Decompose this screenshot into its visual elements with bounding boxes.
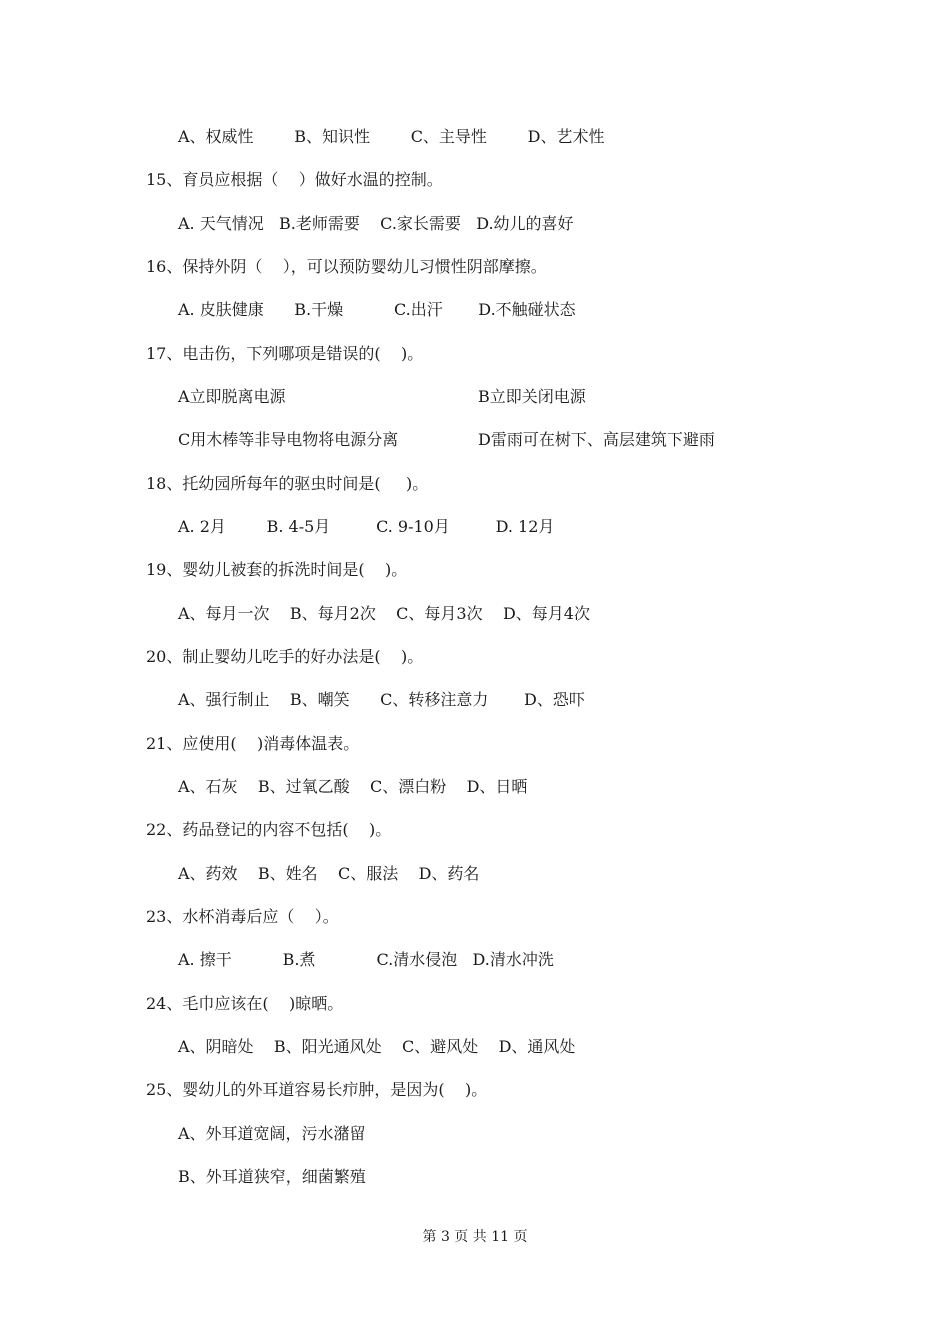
q16-options: A. 皮肤健康 B.干燥 C.出汗 D.不触碰状态 — [178, 300, 576, 319]
question-16: 16、保持外阴（ ），可以预防婴幼儿习惯性阴部摩擦。 — [146, 257, 547, 276]
q14-options: A、权威性 B、知识性 C、主导性 D、艺术性 — [178, 127, 605, 146]
q18-options: A. 2月 B. 4-5月 C. 9-10月 D. 12月 — [178, 517, 555, 536]
question-22: 22、药品登记的内容不包括( )。 — [146, 820, 392, 839]
q25-option-a: A、外耳道宽阔，污水潴留 — [178, 1124, 366, 1143]
q17-option-d: D雷雨可在树下、高层建筑下避雨 — [478, 430, 715, 449]
q15-options: A. 天气情况 B.老师需要 C.家长需要 D.幼儿的喜好 — [178, 214, 574, 233]
q17-option-b: B立即关闭电源 — [478, 387, 586, 406]
q19-options: A、每月一次 B、每月2次 C、每月3次 D、每月4次 — [178, 604, 590, 623]
question-18: 18、托幼园所每年的驱虫时间是( )。 — [146, 474, 429, 493]
question-21: 21、应使用( )消毒体温表。 — [146, 734, 360, 753]
page-footer: 第 3 页 共 11 页 — [422, 1229, 528, 1245]
q21-options: A、石灰 B、过氧乙酸 C、漂白粉 D、日晒 — [178, 777, 528, 796]
question-23: 23、水杯消毒后应（ ）。 — [146, 907, 339, 926]
question-25: 25、婴幼儿的外耳道容易长疖肿，是因为( )。 — [146, 1080, 488, 1099]
question-15: 15、育员应根据（ ）做好水温的控制。 — [146, 170, 443, 189]
q17-option-a: A立即脱离电源 — [178, 387, 286, 406]
q20-options: A、强行制止 B、嘲笑 C、转移注意力 D、恐吓 — [178, 690, 585, 709]
question-19: 19、婴幼儿被套的拆洗时间是( )。 — [146, 560, 408, 579]
q22-options: A、药效 B、姓名 C、服法 D、药名 — [178, 864, 480, 883]
q17-option-c: C用木棒等非导电物将电源分离 — [178, 430, 399, 449]
question-17: 17、电击伤，下列哪项是错误的( )。 — [146, 344, 424, 363]
q23-options: A. 擦干 B.煮 C.清水侵泡 D.清水冲洗 — [178, 950, 554, 969]
question-24: 24、毛巾应该在( )晾晒。 — [146, 994, 344, 1013]
question-20: 20、制止婴幼儿吃手的好办法是( )。 — [146, 647, 424, 666]
q25-option-b: B、外耳道狭窄，细菌繁殖 — [178, 1167, 366, 1186]
q24-options: A、阴暗处 B、阳光通风处 C、避风处 D、通风处 — [178, 1037, 576, 1056]
